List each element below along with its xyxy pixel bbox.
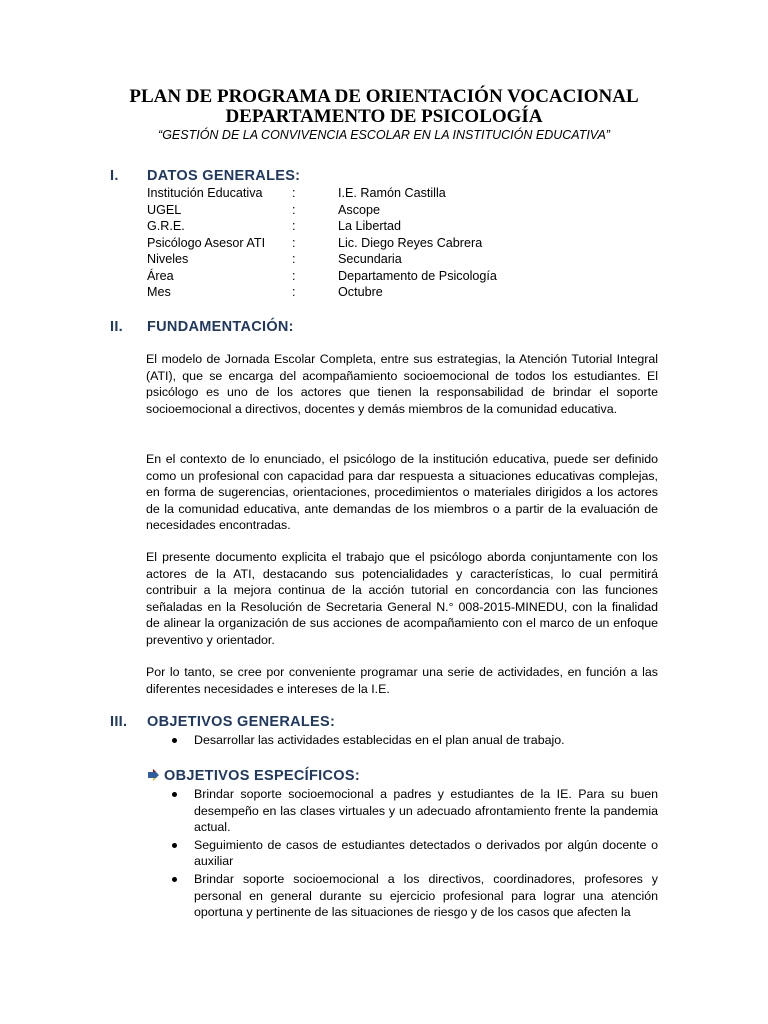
general-data-label: Mes [147, 285, 171, 299]
section-title: OBJETIVOS GENERALES: [147, 714, 336, 730]
general-data-row [147, 268, 647, 285]
section-number: III. [110, 714, 128, 730]
section-title: FUNDAMENTACIÓN: [147, 319, 294, 335]
specific-objectives-list [170, 786, 658, 922]
list-item [170, 837, 658, 870]
bullet-icon [172, 792, 177, 797]
general-data-separator: : [292, 285, 296, 299]
general-data-separator: : [292, 268, 296, 283]
general-data-value: I.E. Ramón Castilla [338, 186, 446, 200]
general-data-row [147, 218, 647, 235]
list-item [170, 786, 658, 836]
general-objectives-list [170, 732, 658, 749]
fundamentacion-paragraph: El presente documento explicita el trabajo que el psicólogo aborda conjuntamente con los actores de la ATI, destacando sus potencialidades y características, lo cual permitirá contribuir a la mejora continua de la acción tutorial en concordancia con las funciones señaladas en la Resolución de Secretaria General N.° 008-2015-MINEDU, con la finalidad de alinear la organización de sus acciones de acompañamiento con el marco de un enfoque preventivo y orientador. [146, 550, 658, 647]
general-data-row [147, 202, 647, 219]
general-data-row [147, 284, 647, 301]
fundamentacion-paragraph: En el contexto de lo enunciado, el psicólogo de la institución educativa, puede ser definido como un profesional con capacidad para dar respuesta a situaciones educativas complejas, en forma de sugerencias, orientaciones, procedimientos o materiales dirigidos a los actores de la comunidad educativa, ante demandas de los miembros o a partir de la evaluación de necesidades encontradas. [146, 452, 658, 533]
bullet-icon [172, 738, 177, 743]
fundamentacion-paragraph: Por lo tanto, se cree por conveniente programar una serie de actividades, en función a las diferentes necesidades e intereses de la I.E. [146, 665, 658, 696]
general-data-separator: : [292, 252, 296, 266]
general-data-label: UGEL [147, 202, 182, 217]
general-data-value: La Libertad [338, 219, 402, 233]
document-subtitle: “GESTIÓN DE LA CONVIVENCIA ESCOLAR EN LA INSTITUCIÓN EDUCATIVA” [158, 128, 610, 142]
general-data-separator: : [292, 219, 296, 233]
general-data-row [147, 251, 647, 268]
general-data-row [147, 235, 647, 252]
fundamentacion-paragraph: El modelo de Jornada Escolar Completa, entre sus estrategias, la Atención Tutorial Integral (ATI), que se encarga del acompañamiento socioemocional de todos los estudiantes. El psicólogo es uno de los actores que tienen la responsabilidad de brindar el soporte socioemocional a directivos, docentes y demás miembros de la comunidad educativa. [146, 352, 658, 416]
list-item-text: Brindar soporte socioemocional a padres y estudiantes de la IE. Para su buen desempeño en las clases virtuales y un adecuado afrontamiento frente la pandemia actual. [194, 787, 658, 835]
section-title: DATOS GENERALES: [147, 168, 301, 184]
list-item-text: Seguimiento de casos de estudiantes detectados o derivados por algún docente o auxiliar [194, 837, 658, 869]
list-item [170, 871, 658, 921]
general-data-label: Institución Educativa [147, 186, 263, 200]
section-fundamentacion-heading [110, 318, 294, 336]
general-data-row [147, 185, 647, 202]
list-item [170, 732, 658, 749]
general-data-label: Niveles [147, 252, 189, 266]
general-data-value: Secundaria [338, 252, 402, 266]
general-data-separator: : [292, 186, 296, 200]
document-title: PLAN DE PROGRAMA DE ORIENTACIÓN VOCACIONAL [129, 86, 639, 107]
list-item-text: Brindar soporte socioemocional a los directivos, coordinadores, profesores y personal en general durante su ejercicio profesional para lograr una atención oportuna y pertinente de las situaciones de riesgo y de los casos que afecten la [194, 871, 658, 920]
section-number: I. [110, 168, 119, 184]
general-data-value: Lic. Diego Reyes Cabrera [338, 235, 483, 250]
general-data-separator: : [292, 202, 296, 217]
general-data-value: Ascope [338, 202, 381, 217]
general-data-value: Departamento de Psicología [338, 268, 497, 283]
section-objetivos-generales-heading [110, 713, 335, 731]
general-data-label: Área [147, 268, 174, 283]
section-datos-generales-heading [110, 167, 300, 185]
general-data-separator: : [292, 235, 296, 250]
objetivos-especificos-heading [146, 767, 360, 785]
bullet-icon [172, 843, 177, 848]
department-title: DEPARTAMENTO DE PSICOLOGÍA [225, 106, 543, 127]
general-data-list [147, 185, 647, 301]
section-number: II. [110, 319, 123, 335]
list-item-text: Desarrollar las actividades establecidas en el plan anual de trabajo. [194, 733, 565, 747]
arrow-right-bullet-icon [146, 768, 160, 782]
general-data-value: Octubre [338, 285, 383, 299]
general-data-label: Psicólogo Asesor ATI [147, 235, 266, 250]
subsection-title: OBJETIVOS ESPECÍFICOS: [164, 768, 360, 784]
general-data-label: G.R.E. [147, 219, 185, 233]
bullet-icon [172, 877, 177, 882]
